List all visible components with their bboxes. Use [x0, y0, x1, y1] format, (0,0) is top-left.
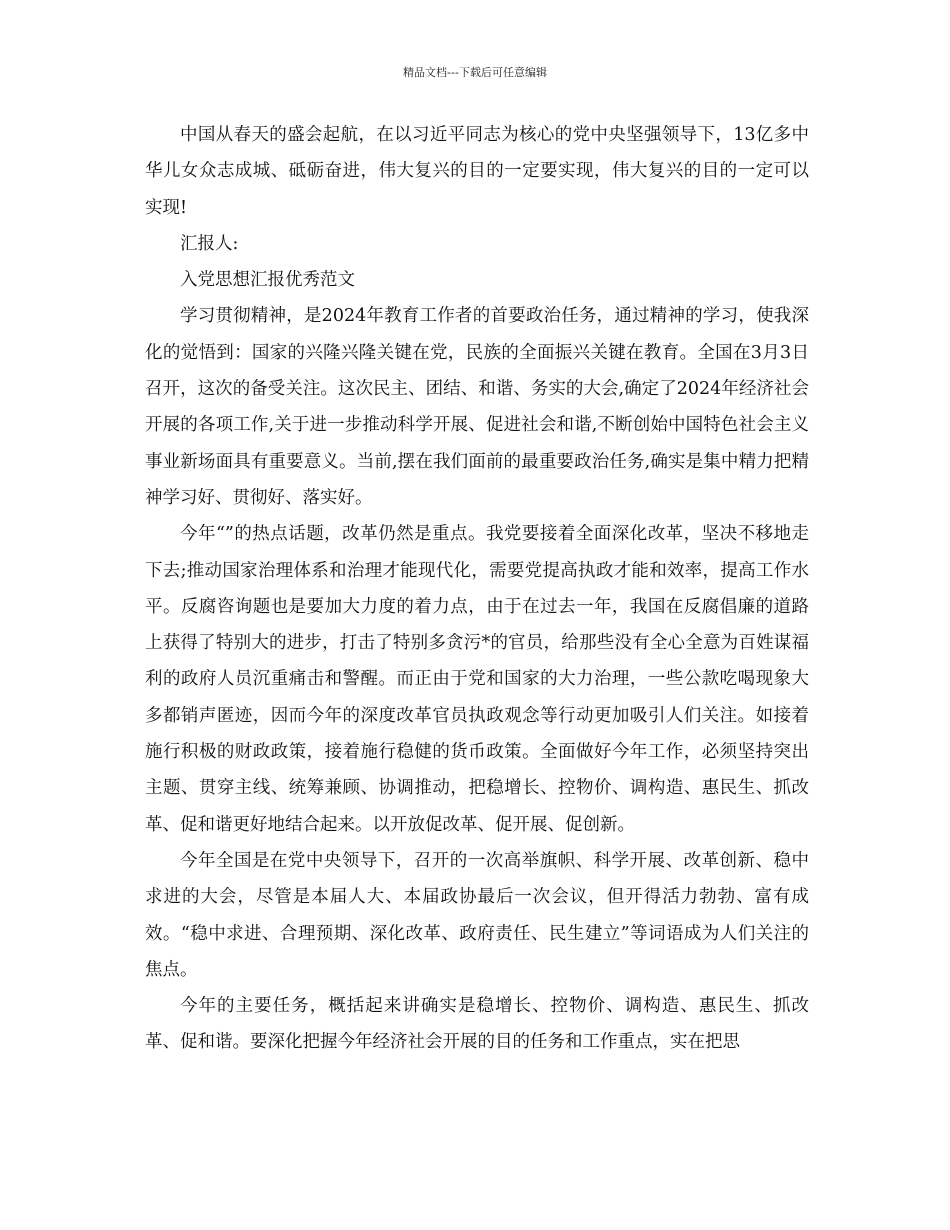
paragraph: 今年的主要任务，概括起来讲确实是稳增长、控物价、调构造、惠民生、抓改革、促和谐。要深化把握今年经济社会开展的目的任务和工作重点，实在把思 — [145, 996, 809, 1053]
reporter-label: 汇报人: — [180, 233, 239, 254]
paragraph: 中国从春天的盛会起航，在以习近平同志为核心的党中央坚强领导下，13亿多中华儿女众志成城、砥砺奋进，伟大复兴的目的一定要实现，伟大复兴的目的一定可以实现! — [145, 125, 809, 218]
paragraph: 今年“”的热点话题，改革仍然是重点。我党要接着全面深化改革，坚决不移地走下去;推动国家治理体系和治理才能现代化，需要党提高执政才能和效率，提高工作水平。反腐咨询题也是要加大力度的着力点，由于在过去一年，我国在反腐倡廉的道路上获得了特别大的进步，打击了特别多贪污*的官员，给那些没有全心全意为百姓谋福利的政府人员沉重痛击和警醒。而正由于党和国家的大力治理，一些公款吃喝现象大多都销声匿迹，因而今年的深度改革官员执政观念等行动更加吸引人们关注。如接着施行积极的财政政策，接着施行稳健的货币政策。全面做好今年工作，必须坚持突出主题、贯穿主线、统筹兼顾、协调推动，把稳增长、控物价、调构造、惠民生、抓改革、促和谐更好地结合起来。以开放促改革、促开展、促创新。 — [145, 524, 809, 835]
page-header: 精品文档---下载后可任意编辑 — [403, 66, 547, 79]
paragraph: 学习贯彻精神，是2024年教育工作者的首要政治任务，通过精神的学习，使我深化的觉悟到：国家的兴隆兴隆关键在党，民族的全面振兴关键在教育。全国在3月3日召开，这次的备受关注。这次民主、团结、和谐、务实的大会,确定了2024年经济社会开展的各项工作,关于进一步推动科学开展、促进社会和谐,不断创始中国特色社会主义事业新场面具有重要意义。当前,摆在我们面前的最重要政治任务,确实是集中精力把精神学习好、贯彻好、落实好。 — [145, 306, 809, 508]
document-body — [145, 117, 809, 1061]
paragraph: 今年全国是在党中央领导下，召开的一次高举旗帜、科学开展、改革创新、稳中求进的大会，尽管是本届人大、本届政协最后一次会议，但开得活力勃勃、富有成效。“稳中求进、合理预期、深化改革、政府责任、民生建立”等词语成为人们关注的焦点。 — [145, 850, 809, 980]
section-title: 入党思想汇报优秀范文 — [180, 270, 355, 291]
